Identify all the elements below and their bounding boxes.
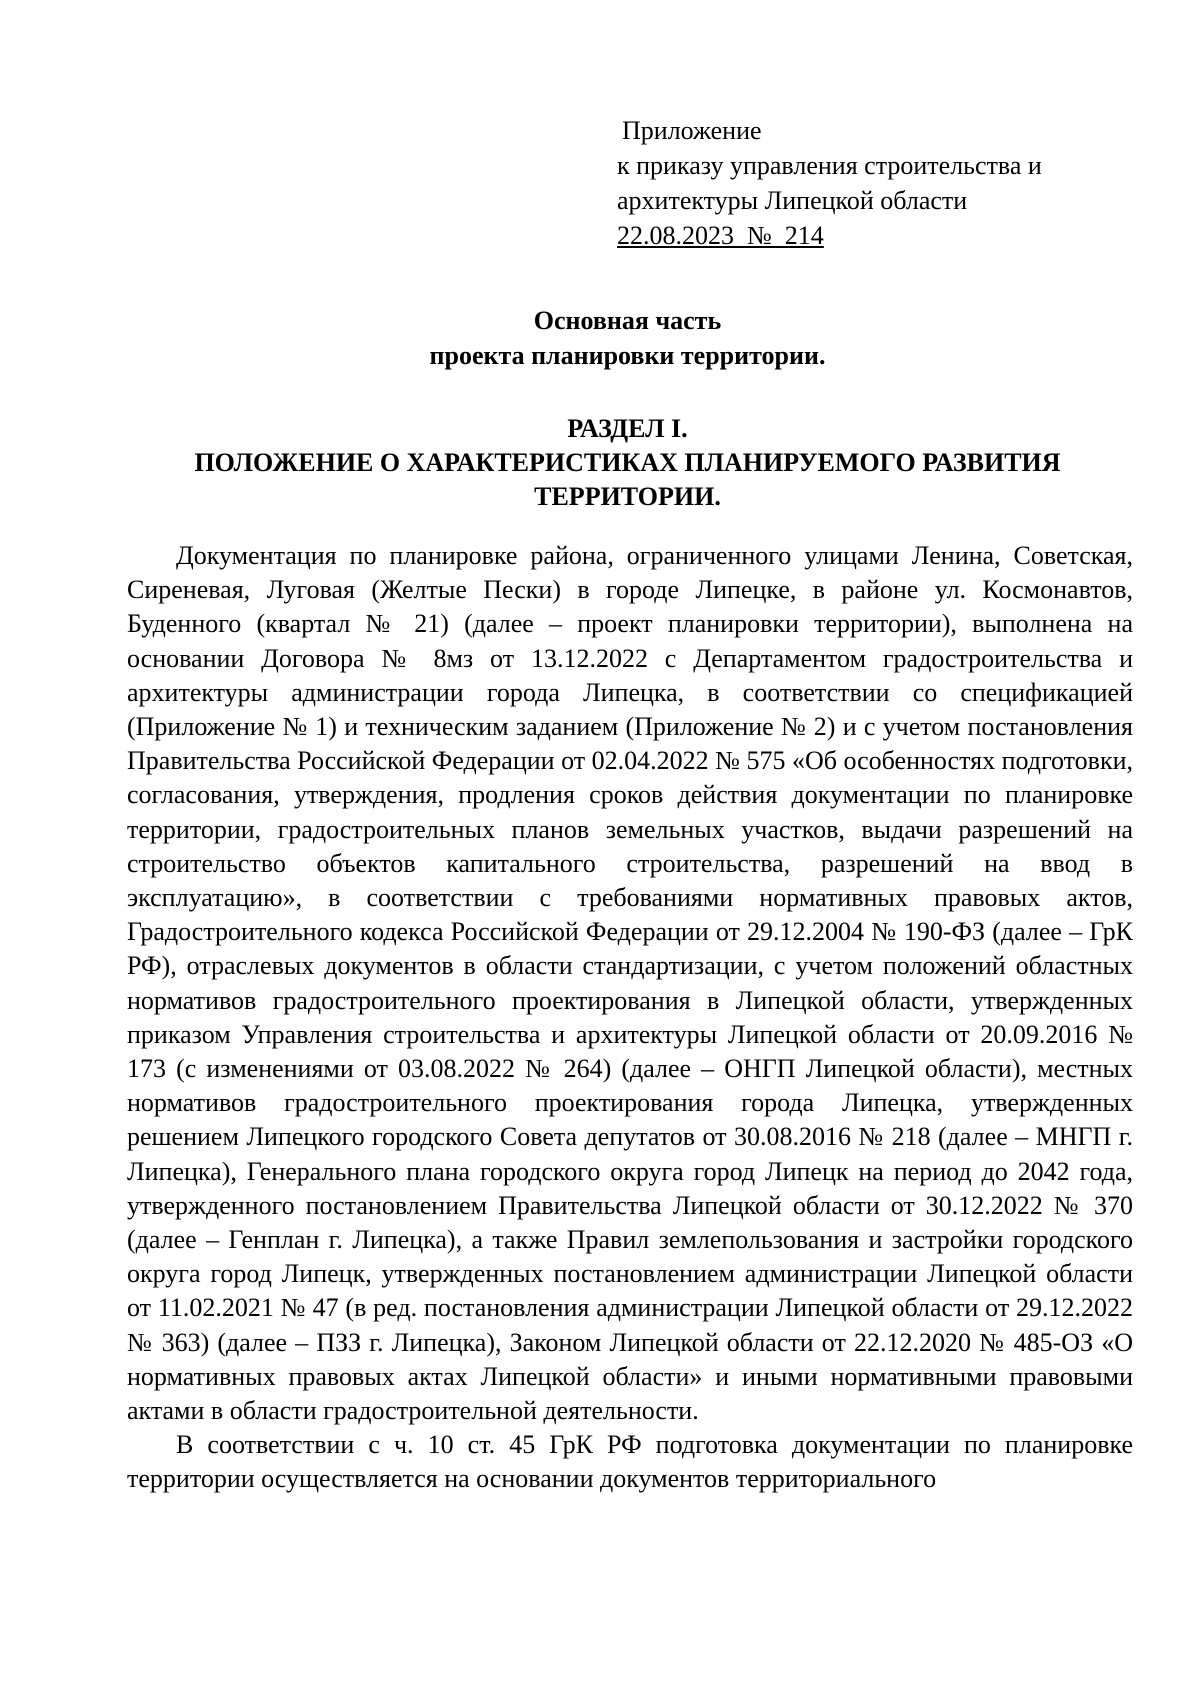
appendix-date-number: 22.08.2023 № 214 <box>617 221 824 250</box>
appendix-order-reference: к приказу управления строительства и <box>617 151 1042 180</box>
title-line-1: Основная часть <box>533 306 722 335</box>
section-number: РАЗДЕЛ I. <box>567 414 688 443</box>
appendix-block <box>617 113 1042 253</box>
body-text <box>127 539 1133 1497</box>
appendix-label: Приложение <box>622 116 762 145</box>
document-title <box>0 303 1200 373</box>
section-title-line-2: ТЕРРИТОРИИ. <box>534 482 721 511</box>
section-heading <box>0 412 1200 514</box>
appendix-authority: архитектуры Липецкой области <box>617 186 968 215</box>
title-line-2: проекта планировки территории. <box>429 341 826 370</box>
body-paragraph: Документация по планировке района, ограниченного улицами Ленина, Советская, Сиреневая, Луговая (Желтые Пески) в городе Липецке, в районе ул. Космонавтов, Буденного (квартал № 21) (далее – проект планировки территории), выполнена на основании Договора № 8мз от 13.12.2022 с Департаментом градостроительства и архитектуры администрации города Липецка, в соответствии со спецификацией (Приложение № 1) и техническим заданием (Приложение № 2) и с учетом постановления Правительства Российской Федерации от 02.04.2022 № 575 «Об особенностях подготовки, согласования, утверждения, продления сроков действия документации по планировке территории, градостроительных планов земельных участков, выдачи разрешений на строительство объектов капитального строительства, разрешений на ввод в эксплуатацию», в соответствии с требованиями нормативных правовых актов, Градостроительного кодекса Российской Федерации от 29.12.2004 № 190-ФЗ (далее – ГрК РФ), отраслевых документов в области стандартизации, с учетом положений областных нормативов градостроительного проектирования в Липецкой области, утвержденных приказом Управления строительства и архитектуры Липецкой области от 20.09.2016 № 173 (с изменениями от 03.08.2022 № 264) (далее – ОНГП Липецкой области), местных нормативов градостроительного проектирования города Липецка, утвержденных решением Липецкого городского Совета депутатов от 30.08.2016 № 218 (далее – МНГП г. Липецка), Генерального плана городского округа город Липецк на период до 2042 года, утвержденного постановлением Правительства Липецкой области от 30.12.2022 № 370 (далее – Генплан г. Липецка), а также Правил землепользования и застройки городского округа город Липецк, утвержденных постановлением администрации Липецкой области от 11.02.2021 № 47 (в ред. постановления администрации Липецкой области от 29.12.2022 № 363) (далее – ПЗЗ г. Липецка), Законом Липецкой области от 22.12.2020 № 485-ОЗ «О нормативных правовых актах Липецкой области» и иными нормативными правовыми актами в области градостроительной деятельности. <box>127 541 1133 1426</box>
body-paragraph: В соответствии с ч. 10 ст. 45 ГрК РФ подготовка документации по планировке территории осуществляется на основании документов территориального <box>127 1430 1133 1494</box>
section-title-line-1: ПОЛОЖЕНИЕ О ХАРАКТЕРИСТИКАХ ПЛАНИРУЕМОГО РАЗВИТИЯ <box>194 448 1061 477</box>
